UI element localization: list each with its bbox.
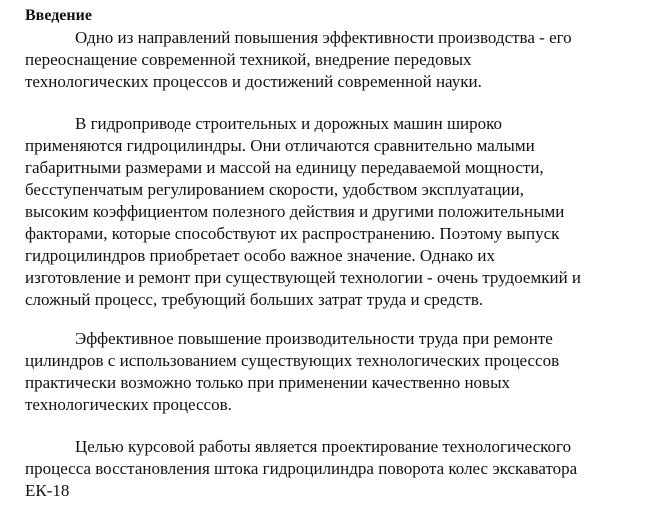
paragraph-line: габаритными размерами и массой на единицу передаваемой мощности, [25, 158, 544, 177]
paragraph-line: сложный процесс, требующий больших затрат труда и средств. [25, 290, 484, 309]
paragraph-line: Одно из направлений повышения эффективности производства - его [75, 28, 572, 47]
paragraph-line: технологических процессов. [25, 395, 232, 414]
paragraph-4 [25, 436, 655, 502]
paragraph-line: применяются гидроцилиндры. Они отличаются сравнительно малыми [25, 136, 535, 155]
paragraph-line: практически возможно только при применении качественно новых [25, 373, 511, 392]
paragraph-line: изготовление и ремонт при существующей технологии - очень трудоемкий и [25, 268, 582, 287]
paragraph-line: В гидроприводе строительных и дорожных машин широко [75, 114, 503, 133]
paragraph-line: бесступенчатым регулированием скорости, удобством эксплуатации, [25, 180, 524, 199]
paragraph-line: цилиндров с использованием существующих технологических процессов [25, 351, 560, 370]
paragraph-line: переоснащение современной техникой, внедрение передовых [25, 50, 472, 69]
paragraph-line: гидроцилиндров приобретает особо важное значение. Однако их [25, 246, 495, 265]
paragraph-line: Целью курсовой работы является проектирование технологического [75, 437, 572, 456]
paragraph-line: ЕК-18 [25, 481, 70, 500]
paragraph-line: Эффективное повышение производительности труда при ремонте [75, 329, 553, 348]
paragraph-1 [25, 27, 655, 93]
section-heading: Введение [25, 7, 92, 24]
paragraph-line: факторами, которые способствуют их распространению. Поэтому выпуск [25, 224, 560, 243]
paragraph-3 [25, 328, 655, 416]
paragraph-line: технологических процессов и достижений современной науки. [25, 72, 482, 91]
paragraph-line: процесса восстановления штока гидроцилиндра поворота колес экскаватора [25, 459, 578, 478]
paragraph-2 [25, 113, 655, 311]
paragraph-line: высоким коэффициентом полезного действия и другими положительными [25, 202, 565, 221]
